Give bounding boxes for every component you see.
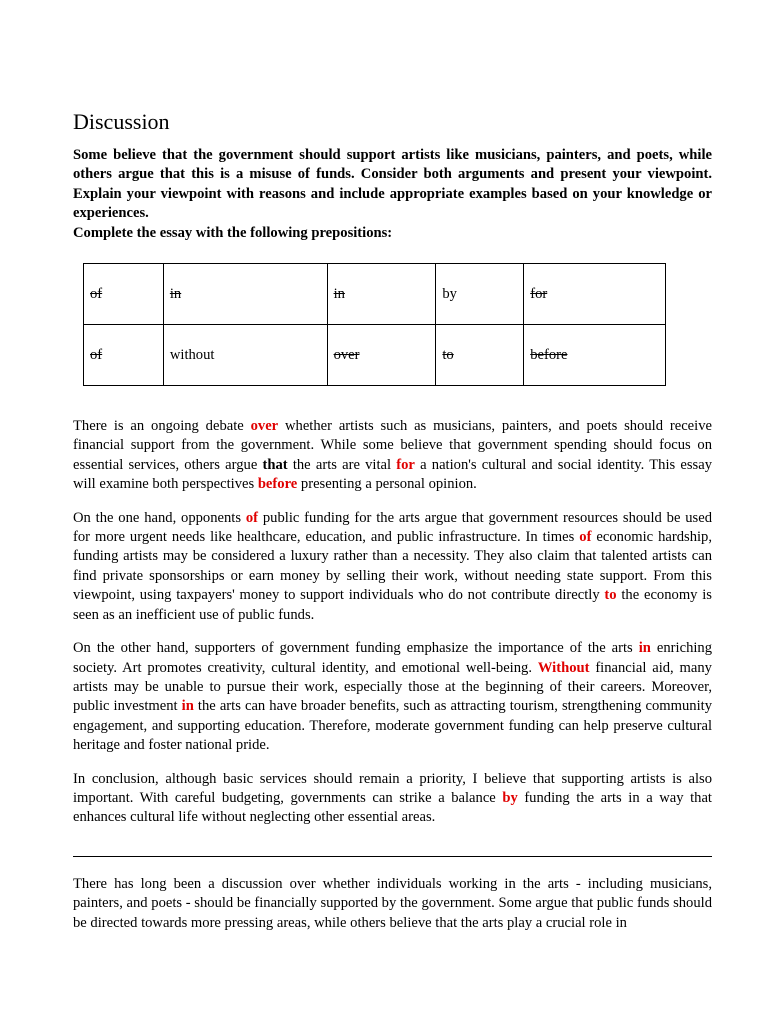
section-divider (73, 856, 712, 857)
word-bank-cell (84, 325, 164, 386)
answer-word: for (396, 456, 415, 473)
word-bank-cell (524, 325, 666, 386)
answer-word: by (502, 789, 518, 806)
word-bank-word: before (530, 346, 568, 363)
word-bank-word: by (442, 285, 457, 302)
essay-prompt: Some believe that the government should support artists like musicians, painters, and poets, while others argue that this is a misuse of funds. Consider both arguments and present your viewpoint. Explain your viewpoint with reasons and include appropriate examples based on your knowledge or experiences. (73, 147, 712, 222)
essay-paragraph (73, 770, 712, 828)
essay-paragraph (73, 639, 712, 755)
word-bank-word: in (169, 285, 182, 302)
answer-word: Without (537, 659, 590, 676)
word-bank-cell (163, 325, 327, 386)
bold-word: that (262, 456, 288, 473)
word-bank-table (83, 263, 666, 386)
answer-word: before (257, 476, 298, 493)
answer-word: to (604, 587, 617, 604)
essay-text: a nation's cultural and social identity. This essay will examine both perspectives (73, 456, 712, 493)
word-bank-word: of (90, 285, 103, 302)
word-bank-word: in (333, 285, 345, 302)
word-bank-cell (327, 325, 436, 386)
essay-text: public funding for the arts argue that government resources should be used for more urgent needs like healthcare, education, and public infrastructure. In times (73, 509, 713, 546)
essay-text: the economy is seen as an inefficient use of public funds. (73, 587, 712, 623)
word-bank-word: for (530, 285, 548, 302)
word-bank-word: to (442, 346, 454, 363)
page-title: Discussion (73, 109, 170, 134)
completed-essay (73, 417, 712, 828)
essay-paragraph (73, 417, 712, 495)
word-bank-word: over (333, 346, 360, 363)
answer-word: of (245, 509, 259, 526)
word-bank-row (84, 264, 666, 325)
essay-text: In conclusion, although basic services should remain a priority, I believe that supporting artists is also important. With careful budgeting, governments can strike a balance (73, 770, 712, 806)
word-bank-cell (436, 264, 524, 325)
essay-text: the arts are vital (287, 456, 397, 473)
word-bank-cell (84, 264, 164, 325)
word-bank-cell (436, 325, 524, 386)
alternative-essay (73, 875, 712, 933)
answer-word: in (181, 698, 194, 715)
essay-text: the arts can have broader benefits, such as attracting tourism, strengthening community engagement, and supporting education. Therefore, moderate government funding can help preserve cultural heritage and foster national pride. (73, 698, 712, 754)
word-bank-cell (524, 264, 666, 325)
essay-text: There is an ongoing debate (73, 418, 251, 435)
essay-text: funding the arts in a way that enhances cultural life without neglecting other essential areas. (73, 789, 712, 826)
word-bank-cell (163, 264, 327, 325)
word-bank-word: without (169, 346, 215, 363)
essay-paragraph (73, 509, 712, 625)
essay-text: On the one hand, opponents (73, 509, 246, 526)
exercise-instruction: Complete the essay with the following prepositions: (73, 224, 393, 241)
essay-text: economic hardship, funding artists may be considered a luxury rather than a necessity. They also claim that talented artists can find private sponsorships or earn money by selling their work, without needing state support. From this viewpoint, using taxpayers' money to support individuals who do not contribute directly (73, 529, 713, 604)
essay-text: On the other hand, supporters of government funding emphasize the importance of the arts (73, 640, 639, 657)
essay-text: whether artists such as musicians, painters, and poets should receive financial support from the government. While some believe that government spending should focus on essential services, others argue (73, 418, 712, 473)
essay-text: presenting a personal opinion. (297, 476, 477, 493)
answer-word: of (579, 529, 592, 546)
word-bank-word: of (90, 346, 103, 363)
essay-text: financial aid, many artists may be unable to pursue their work, especially those at the beginning of their careers. Moreover, public investment (73, 659, 712, 715)
document-content (73, 108, 712, 933)
word-bank-cell (327, 264, 436, 325)
answer-word: in (638, 640, 651, 657)
essay-text: enriching society. Art promotes creativity, cultural identity, and emotional well-being. (73, 640, 713, 676)
essay-paragraph: There has long been a discussion over whether individuals working in the arts - including musicians, painters, and poets - should be financially supported by the government. Some argue that public funds should be directed towards more pressing areas, while others believe that the arts play a crucial role in (73, 875, 712, 931)
answer-word: over (250, 418, 279, 435)
word-bank-row (84, 325, 666, 386)
